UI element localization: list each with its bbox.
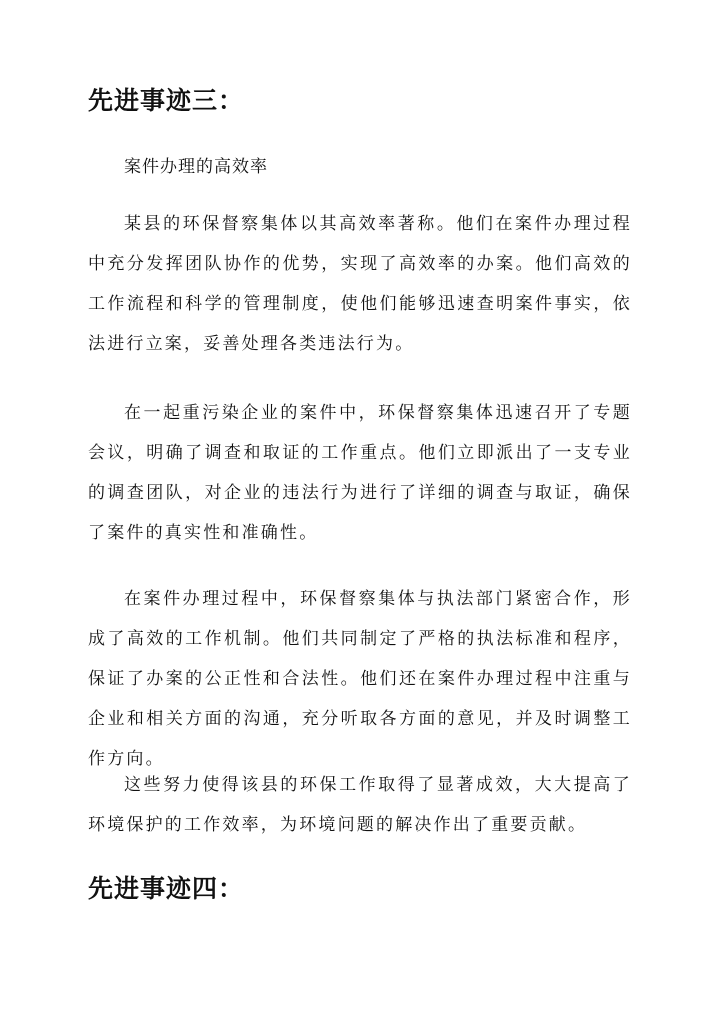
section-heading-3: 先进事迹三： [88,86,245,115]
section-heading-4: 先进事迹四： [88,874,245,903]
section-subtitle: 案件办理的高效率 [124,157,268,177]
body-paragraph-3: 在案件办理过程中，环保督察集体与执法部门紧密合作，形成了高效的工作机制。他们共同制定了严格的执法标准和程序，保证了办案的公正性和合法性。他们还在案件办理过程中注重与企业和相关方面的沟通，充分听取各方面的意见，并及时调整工作方向。 [88,589,632,769]
body-paragraph-2: 在一起重污染企业的案件中，环保督察集体迅速召开了专题会议，明确了调查和取证的工作重点。他们立即派出了一支专业的调查团队，对企业的违法行为进行了详细的调查与取证，确保了案件的真实性和准确性。 [88,403,632,543]
body-paragraph-4: 这些努力使得该县的环保工作取得了显著成效，大大提高了环境保护的工作效率，为环境问题的解决作出了重要贡献。 [88,775,632,835]
body-paragraph-1: 某县的环保督察集体以其高效率著称。他们在案件办理过程中充分发挥团队协作的优势，实现了高效率的办案。他们高效的工作流程和科学的管理制度，使他们能够迅速查明案件事实，依法进行立案，妥善处理各类违法行为。 [88,214,632,354]
